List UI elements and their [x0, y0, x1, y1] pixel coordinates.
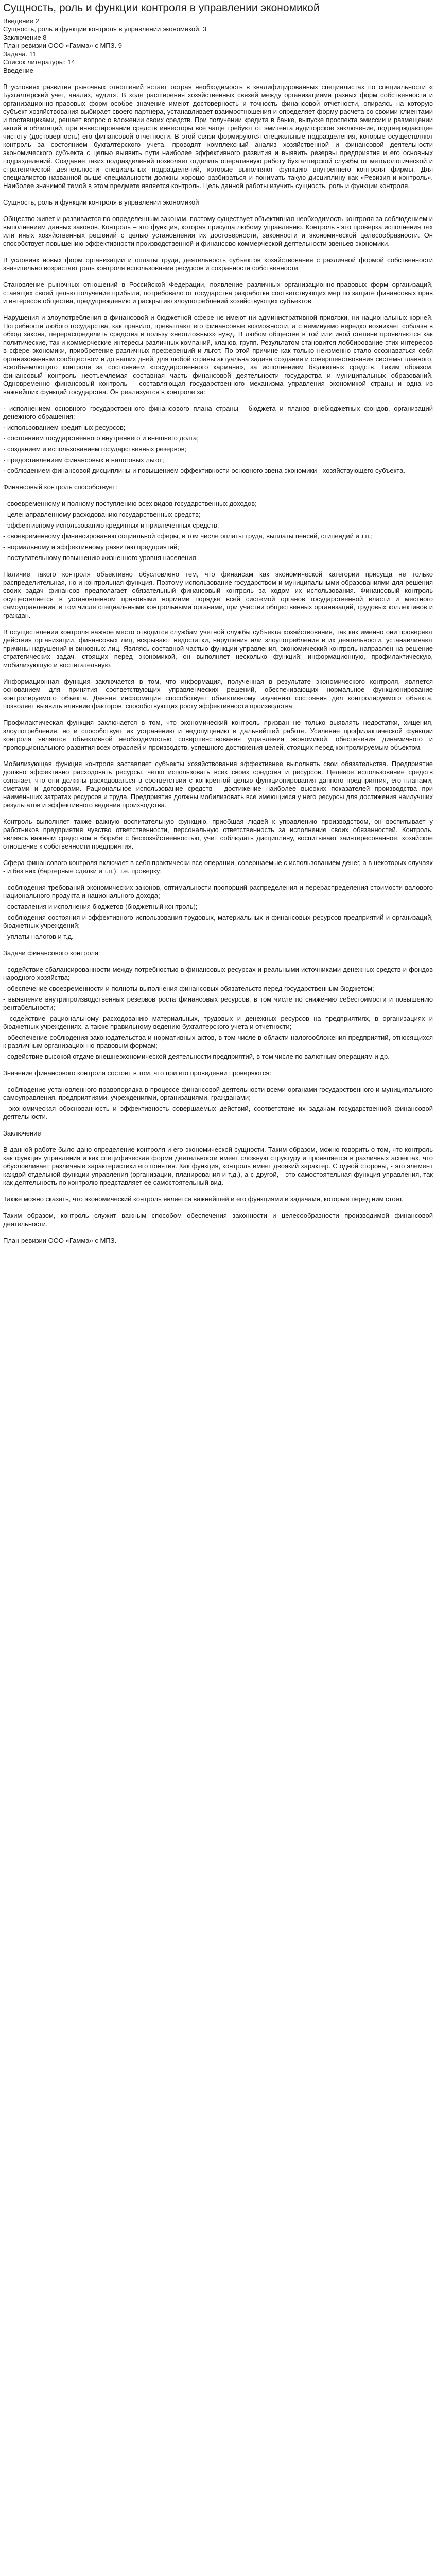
toc-item-literature[interactable]: Список литературы: 14 [3, 58, 75, 66]
list-item: - уплаты налогов и т.д. [3, 933, 74, 940]
list-item: - содействие сбалансированности между потребностью в финансовых ресурсах и реальными источниками денежных средств и фондов народного хозяйства; [3, 965, 433, 981]
list-item: - содействие рациональному расходованию материальных, трудовых и денежных ресурсов на предприятиях, в организациях и бюджетных учреждениях, а также правильному ведению бухгалтерского учета и отчетности; [3, 1014, 433, 1030]
list-item: · соблюдением финансовой дисциплины и повышением эффективности основного звена экономики - хозяйствующего субъекта. [3, 467, 405, 474]
body-paragraph: План ревизии ООО «Гамма» с МПЗ. [3, 1236, 117, 1244]
toc-item-intro[interactable]: Введение 2 [3, 17, 39, 25]
toc-item-conclusion[interactable]: Заключение 8 [3, 33, 47, 41]
section-heading-intro: Введение [3, 66, 33, 74]
body-paragraph: Профилактическая функция заключается в том, что экономический контроль призван не только выявлять недостатки, хищения, злоупотребления, но и способствует их устранению и недопущению в дальнейшей работе. Усиление профилактической функции контроля является объективной необходимостью совершенствования управления экономикой, обеспечения динамичного и пропорционального развития всех отраслей и производств, успешного достижения целей, стоящих перед контролируемым объектом. [3, 719, 433, 751]
list-item: - целенаправленному расходованию государственных средств; [3, 511, 201, 518]
toc-item-essence[interactable]: Сущность, роль и функции контроля в управлении экономикой. 3 [3, 25, 206, 33]
body-paragraph: Нарушения и злоупотребления в финансовой и бюджетной сфере не имеют ни административной привязки, ни национальных корней. Потребности любого государства, как правило, превышают его финансовые возможности, а с неминуемо нередко возникает соблазн в обход закона, перераспределить средства в пользу «неотложных» нужд. В любом обществе в той или иной степени проявляются как политические, так и коммерческие интересы различных компаний, кланов, групп. Результатом становится лоббирование этих интересов в сфере экономики, приобретение различных преференций и льгот. По этой причине как только неизменно стало осознаваться себя организованным сообществом и до наших дней, для любой страны актуальна задача создания и совершенствования системы главного, всеобъемлющего контроля за состоянием «государственного кармана», за исполнением бюджетных средств. Таким образом, финансовый контроль неотъемлемая составная часть финансовой деятельности государства и муниципальных образований. Одновременно финансовый контроль - составляющая государственного механизма управления экономикой страны и одна из важнейших функций государства. Он реализуется в контроле за: [3, 314, 433, 396]
document [0, 2, 436, 1256]
table-of-contents [3, 17, 433, 75]
list-item: · предоставлением финансовых и налоговых льгот; [3, 456, 164, 464]
body-paragraph: Общество живет и развивается по определенным законам, поэтому существует объективная необходимость контроля за соблюдением и выполнением данных законов. Контроль – это функция, которая присуща любому управлению. Контроль - это проверка исполнения тех или иных хозяйственных решений с целью установления их достоверности, законности и экономической целесообразности. Он способствует повышению эффективности производственной и финансово-коммерческой деятельности звеньев экономики. [3, 215, 433, 247]
list-item: - поступательному повышению жизненного уровня населения. [3, 554, 198, 562]
list-item: - обеспечение своевременности и полноты выполнения финансовых обязательств перед государственным бюджетом; [3, 985, 374, 992]
body-paragraph: Наличие такого контроля объективно обусловлено тем, что финансам как экономической категории присуща не только распределительная, но и контрольная функция. Поэтому использование государством и муниципальными образованиями для решения своих задач финансов предполагает обязательный финансовый контроль за ходом их использования. Финансовый контроль осуществляется в установленном правовыми нормами порядке всей системой органов государственной власти и местного самоуправления, в том числе специальными контрольными органами, при участии общественных организаций, трудовых коллективов и граждан. [3, 570, 433, 619]
body-paragraph: В условиях новых форм организации и оплаты труда, деятельность субъектов хозяйствования с различной формой собственности значительно возрастает роль контроля использования ресурсов и сохранности собственности. [3, 256, 433, 272]
document-title: Сущность, роль и функции контроля в управлении экономикой [3, 2, 320, 14]
list-item: - эффективному использованию кредитных и привлеченных средств; [3, 521, 219, 529]
body-paragraph: Заключение [3, 1129, 41, 1137]
list-item: - экономическая обоснованность и эффективность совершаемых действий, соответствие их задачам государственной финансовой деятельности. [3, 1105, 433, 1121]
body-paragraph: Контроль выполняет также важную воспитательную функцию, приобщая людей к управлению производством, он воспитывает у работников предприятия чувство ответственности, персональную ответственность за исполнение своих обязанностей. Контроль, являясь важным средством в борьбе с бесхозяйственностью, учит соблюдать дисциплину, воспитывает заинтересованное, хозяйское отношение к собственности предприятия. [3, 818, 433, 850]
body-paragraph: Мобилизующая функция контроля заставляет субъекты хозяйствования эффективнее выполнять свои обязательства. Предприятие должно эффективно расходовать ресурсы, четко использовать всех своих средства и ресурсов. Целевое использование средств означает, что они должны расходоваться в соответствии с конкретной целью функционирования данного предприятия, его планами, сметами и договорами. Рациональное использование средств - достижение наиболее высоких показателей производства при наименьших затратах ресурсов и труда. Предприятия должны мобилизовать все имеющиеся у него ресурсы для достижения наилучших результатов и эффективного ведения производства. [3, 760, 433, 809]
body-paragraph: Информационная функция заключается в том, что информация, полученная в результате экономического контроля, является основанием для принятия соответствующих управленческих решений, обеспечивающих нормальное функционирование контролируемого объекта. Данная информация способствует объективному изучению состояния дел контролируемого объекта, позволяет выявить влияние факторов, способствующих росту эффективности производства. [3, 677, 433, 710]
list-item: · созданием и использованием государственных резервов; [3, 445, 187, 453]
list-item: - соблюдения требований экономических законов, оптимальности пропорций распределения и перераспределения стоимости валового национального продукта и национального дохода; [3, 884, 433, 900]
list-item: - соблюдение установленного правопорядка в процессе финансовой деятельности всеми органами государственного и муниципального самоуправления, предприятиями, учреждениями, организациями, гражданами; [3, 1086, 433, 1101]
list-item: - соблюдения состояния и эффективного использования трудовых, материальных и финансовых ресурсов предприятий и организаций, бюджетных учреждений; [3, 913, 433, 929]
body-paragraph: Значение финансового контроля состоит в том, что при его проведении проверяются: [3, 1069, 272, 1077]
section-heading-essence: Сущность, роль и функции контроля в управлении экономикой [3, 198, 199, 206]
body-paragraph: Задачи финансового контроля: [3, 949, 100, 957]
body-paragraph: Также можно сказать, что экономический контроль является важнейшей и его функциями и задачами, которые перед ним стоят. [3, 1195, 404, 1203]
body-paragraph: Становление рыночных отношений в Российской Федерации, появление различных организационно-правовых форм организаций, ставящих своей целью получение прибыли, потребовало от государства разработки соответствующих мер по защите финансовых прав и интересов общества, предупреждению и раскрытию злоупотреблений хозяйствующих субъектов. [3, 281, 433, 305]
list-item: - своевременному и полному поступлению всех видов государственных доходов; [3, 500, 257, 507]
toc-item-audit-plan[interactable]: План ревизии ООО «Гамма» с МПЗ. 9 [3, 42, 122, 49]
body-paragraph: В данной работе было дано определение контроля и его экономической сущности. Таким образом, можно говорить о том, что контроль как функция управления и как специфическая форма деятельности имеет сложную структуру и проявляется в различных аспектах, что обусловливает различные характеристики его понятия. Как функция, контроль имеет двоякий характер. С одной стороны, - это элемент каждой отдельной функции управления (организации, планирования и т.д.), а с другой, - это самостоятельная функция управления, так как деятельность по контролю представляет ее самостоятельный вид. [3, 1146, 433, 1187]
list-item: - нормальному и эффективному развитию предприятий; [3, 543, 179, 551]
list-item: - выявление внутрипроизводственных резервов роста финансовых ресурсов, в том числе по снижению себестоимости и повышению рентабельности; [3, 995, 433, 1011]
list-item: - содействие высокой отдаче внешнеэкономической деятельности предприятий, в том числе по валютным операциям и др. [3, 1053, 390, 1060]
list-item: - составления и исполнения бюджетов (бюджетный контроль); [3, 903, 198, 910]
list-item: · исполнением основного государственного финансового плана страны - бюджета и планов внебюджетных фондов, организаций денежного обращения; [3, 404, 433, 420]
body-paragraph: Финансовый контроль способствует: [3, 483, 117, 491]
list-item: · состоянием государственного внутреннего и внешнего долга; [3, 434, 199, 442]
body-paragraph: Таким образом, контроль служит важным способом обеспечения законности и целесообразности производимой финансовой деятельности. [3, 1212, 433, 1228]
body-paragraph: В осуществлении контроля важное место отводится службам учетной службы субъекта хозяйствования, так как именно они проверяют действия организации, финансовых лиц, вскрывают недостатки, нарушения или злоупотребления в их деятельности, устанавливают причины нарушений и виновных лиц. Являясь составной частью функции управления, экономический контроль направлен на решение стратегических задач, стоящих перед экономикой, он выполняет несколько функций: информационную, профилактическую, мобилизующую и воспитательную. [3, 628, 433, 669]
list-item: · использованием кредитных ресурсов; [3, 423, 126, 431]
body-paragraph: Сфера финансового контроля включает в себя практически все операции, совершаемые с использованием денег, а в некоторых случаях - и без них (бартерные сделки и т.п.), т.е. проверку: [3, 859, 433, 875]
list-item: - своевременному финансированию социальной сферы, в том числе оплаты труда, выплаты пенсий, стипендий и т.п.; [3, 532, 373, 540]
toc-item-task[interactable]: Задача. 11 [3, 50, 37, 58]
list-item: - обеспечение соблюдения законодательства и нормативных актов, в том числе в области налогообложения предприятий, относящихся к различным организационно-правовым формам; [3, 1033, 433, 1049]
intro-paragraph: В условиях развития рыночных отношений встает острая необходимость в квалифицированных специалистах по специальности « Бухгалтерский учет, анализ, аудит». В ходе расширения хозяйственных связей между организациями разных форм собственности и организационно-правовых форм особое значение имеют достоверность и точность финансовой отчетности, опираясь на которую субъект хозяйствования выбирает своего партнера, устанавливает взаимоотношения и определяет форму расчета со своими клиентами и поставщиками, решает вопрос о вложении своих средств. При получении кредита в банке, выпуске проспекта эмиссии и размещении акций и облигаций, при инвестировании средств инвесторы все чаще требуют от эмитента аудиторское заключение, подтверждающее чистоту (достоверность) его финансовой отчетности. В этой связи формируются специальные подразделения, которые осуществляют контроль за состоянием бухгалтерского учета, проводят комплексный анализ хозяйственной и финансовой деятельности экономического субъекта с целью выявить пути наиболее эффективного развития и выявить резервы предприятия и его основных подразделений. Создание таких подразделений позволяет отделить оперативную работу бухгалтерской службы от методологической и стратегической деятельности специальных подразделений, которые выполняют функцию внутреннего контроля фирмы. Для специалистов названной выше специальности должны хорошо разбираться и понимать такую дисциплину как «Ревизия и контроль». Наиболее значимой темой в этом предмете является контроль. Цель данной работы изучить сущность, роль и функции контроля. [3, 83, 433, 190]
document-body [3, 215, 433, 1245]
